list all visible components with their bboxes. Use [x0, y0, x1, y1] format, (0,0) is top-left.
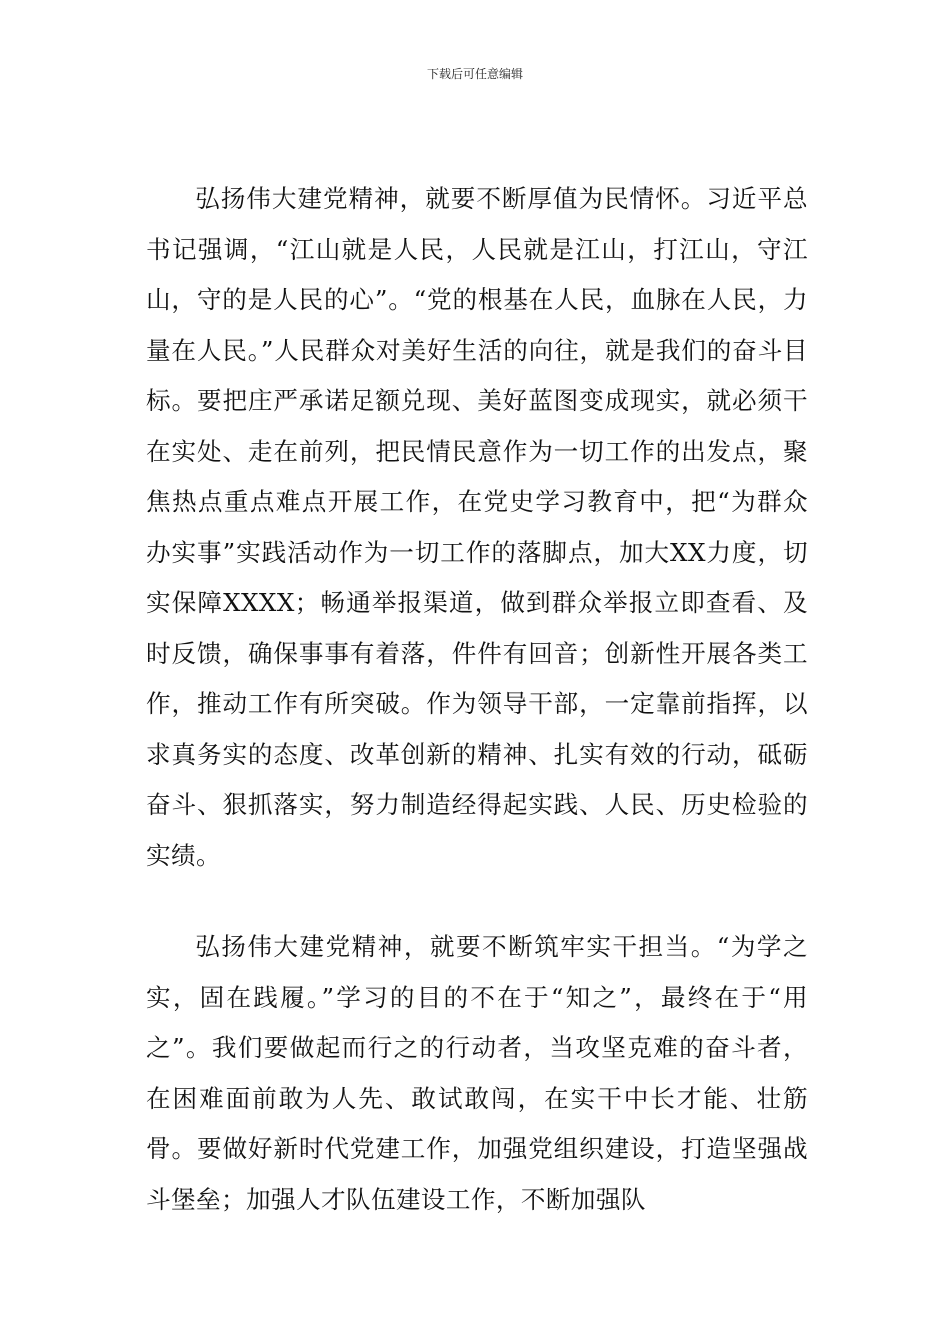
page-header: 下载后可任意编辑 [426, 67, 523, 81]
body-paragraph: 弘扬伟大建党精神，就要不断厚值为民情怀。习近平总书记强调，“江山就是人民，人民就是江山，打江山，守江山，守的是人民的心”。“党的根基在人民，血脉在人民，力量在人民。”人民群众对美好生活的向往，就是我们的奋斗目标。要把庄严承诺足额兑现、美好蓝图变成现实，就必须干在实处、走在前列，把民情民意作为一切工作的出发点，聚焦热点重点难点开展工作，在党史学习教育中，把“为群众办实事”实践活动作为一切工作的落脚点，加大XX力度，切实保障XXXX；畅通举报渠道，做到群众举报立即查看、及时反馈，确保事事有着落，件件有回音；创新性开展各类工作，推动工作有所突破。作为领导干部，一定靠前指挥，以求真务实的态度、改革创新的精神、扎实有效的行动，砥砺奋斗、狠抓落实，努力制造经得起实践、人民、历史检验的实绩。 [146, 184, 808, 870]
body-paragraph: 弘扬伟大建党精神，就要不断筑牢实干担当。“为学之实，固在践履。”学习的目的不在于“知之”，最终在于“用之”。我们要做起而行之的行动者，当攻坚克难的奋斗者，在困难面前敢为人先、敢试敢闯，在实干中长才能、壮筋骨。要做好新时代党建工作，加强党组织建设，打造坚强战斗堡垒；加强人才队伍建设工作，不断加强队 [146, 932, 808, 1214]
